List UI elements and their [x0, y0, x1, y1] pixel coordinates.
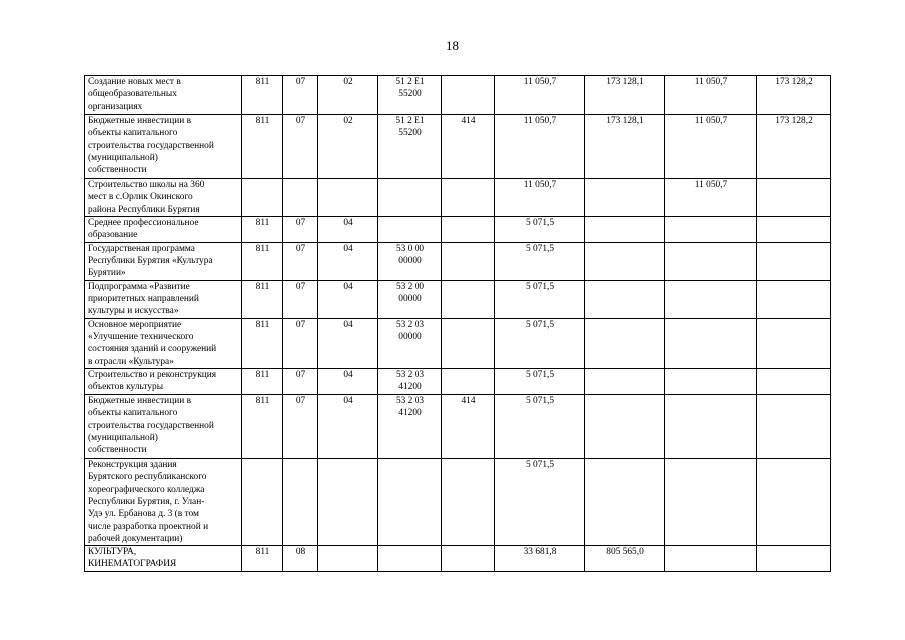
amount-1-cell: 11 050,7	[495, 179, 585, 217]
target-article-cell-line: 53 2 03	[395, 319, 425, 330]
amount-4-cell	[757, 546, 831, 572]
item-name-cell-line: Среднее профессиональное	[88, 217, 199, 228]
amount-2-cell: 173 128,1	[585, 115, 665, 179]
item-name-cell-line: Бурятии»	[88, 268, 126, 279]
item-name-cell-line: Бюджетные инвестиции в	[88, 116, 192, 126]
amount-4-cell	[757, 179, 831, 217]
amount-1-cell: 5 071,5	[495, 242, 585, 280]
amount-4-cell	[757, 280, 831, 318]
ministry-code-cell: 811	[242, 115, 283, 179]
section-code-cell: 08	[283, 546, 318, 572]
subsection-code-cell: 04	[318, 318, 378, 368]
amount-1-cell: 33 681,8	[495, 546, 585, 572]
target-article-cell-line: 51 2 Е1	[395, 77, 425, 87]
table-row	[85, 280, 831, 318]
amount-2-cell	[585, 369, 665, 395]
target-article-cell-line: 53 2 00	[395, 281, 425, 292]
ministry-code-cell: 811	[242, 76, 283, 115]
expense-type-cell: 414	[442, 395, 495, 459]
item-name-cell-line: объекты капитального	[88, 408, 178, 419]
amount-2-cell	[585, 280, 665, 318]
item-name-cell-line: Подпрограмма «Развитие	[88, 281, 190, 292]
amount-2-cell: 805 565,0	[585, 546, 665, 572]
item-name-cell-line: организациях	[88, 101, 143, 112]
section-code-cell: 07	[283, 280, 318, 318]
item-name-cell-line: Удэ ул. Ербанова д. 3 (в том	[88, 509, 199, 520]
ministry-code-cell: 811	[242, 280, 283, 318]
table-body	[85, 76, 831, 572]
amount-1-cell: 11 050,7	[495, 76, 585, 115]
ministry-code-cell: 811	[242, 369, 283, 395]
expense-type-cell	[442, 76, 495, 115]
amount-2-cell	[585, 459, 665, 546]
item-name-cell	[85, 459, 242, 546]
item-name-cell-line: Строительство и реконструкция	[88, 370, 217, 381]
item-name-cell-line: состояния зданий и сооружений	[88, 344, 217, 355]
target-article-cell-line: 55200	[398, 89, 422, 100]
table-row	[85, 115, 831, 179]
item-name-cell	[85, 179, 242, 217]
expense-type-cell	[442, 216, 495, 242]
table-row	[85, 76, 831, 115]
amount-4-cell	[757, 459, 831, 546]
amount-4-cell: 173 128,2	[757, 76, 831, 115]
amount-3-cell	[665, 280, 757, 318]
ministry-code-cell: 811	[242, 546, 283, 572]
amount-3-cell	[665, 216, 757, 242]
amount-1-cell: 11 050,7	[495, 115, 585, 179]
target-article-cell	[378, 395, 442, 459]
item-name-cell-line: Республики Бурятия «Культура	[88, 256, 213, 267]
section-code-cell	[283, 459, 318, 546]
subsection-code-cell	[318, 179, 378, 217]
target-article-cell-line: 55200	[398, 128, 422, 139]
expense-type-cell	[442, 280, 495, 318]
amount-2-cell	[585, 318, 665, 368]
amount-2-cell	[585, 216, 665, 242]
item-name-cell-line: района Республики Бурятия	[88, 204, 200, 215]
ministry-code-cell	[242, 459, 283, 546]
target-article-cell	[378, 242, 442, 280]
section-code-cell: 07	[283, 318, 318, 368]
amount-4-cell: 173 128,2	[757, 115, 831, 179]
table-row	[85, 546, 831, 572]
ministry-code-cell: 811	[242, 395, 283, 459]
item-name-cell-line: Строительство школы на 360	[88, 180, 205, 190]
target-article-cell	[378, 216, 442, 242]
target-article-cell	[378, 280, 442, 318]
target-article-cell-line: 53 2 03	[395, 396, 425, 407]
table-row	[85, 242, 831, 280]
item-name-cell-line: хореографического колледжа	[88, 484, 205, 495]
table-row	[85, 216, 831, 242]
expense-type-cell	[442, 369, 495, 395]
amount-1-cell: 5 071,5	[495, 459, 585, 546]
amount-2-cell	[585, 395, 665, 459]
target-article-cell-line: 00000	[398, 332, 422, 343]
item-name-cell-line: строительства государственной	[88, 140, 214, 151]
subsection-code-cell: 04	[318, 369, 378, 395]
amount-2-cell	[585, 242, 665, 280]
expense-type-cell: 414	[442, 115, 495, 179]
table-row	[85, 459, 831, 546]
amount-2-cell	[585, 179, 665, 217]
item-name-cell-line: культуры и искусства»	[88, 306, 179, 317]
expense-type-cell	[442, 242, 495, 280]
section-code-cell: 07	[283, 216, 318, 242]
amount-3-cell: 11 050,7	[665, 179, 757, 217]
item-name-cell-line: «Улучшение технического	[88, 332, 194, 343]
budget-table	[84, 75, 831, 572]
item-name-cell	[85, 76, 242, 115]
expense-type-cell	[442, 459, 495, 546]
amount-1-cell: 5 071,5	[495, 318, 585, 368]
section-code-cell: 07	[283, 242, 318, 280]
item-name-cell-line: числе разработка проектной и	[88, 521, 209, 532]
target-article-cell	[378, 369, 442, 395]
section-code-cell	[283, 179, 318, 217]
amount-2-cell: 173 128,1	[585, 76, 665, 115]
expense-type-cell	[442, 179, 495, 217]
item-name-cell-line: рабочей документации)	[88, 533, 183, 544]
subsection-code-cell: 02	[318, 76, 378, 115]
amount-3-cell	[665, 395, 757, 459]
section-code-cell: 07	[283, 395, 318, 459]
item-name-cell-line: КИНЕМАТОГРАФИЯ	[88, 559, 177, 570]
amount-4-cell	[757, 242, 831, 280]
subsection-code-cell: 04	[318, 242, 378, 280]
item-name-cell-line: Бурятского республиканского	[88, 472, 207, 483]
page-number: 18	[446, 38, 459, 53]
target-article-cell	[378, 459, 442, 546]
item-name-cell	[85, 280, 242, 318]
table-row	[85, 318, 831, 368]
item-name-cell	[85, 242, 242, 280]
table-row	[85, 395, 831, 459]
expense-type-cell	[442, 318, 495, 368]
item-name-cell-line: Реконструкция здания	[88, 460, 177, 471]
item-name-cell-line: общеобразовательных	[88, 89, 177, 100]
item-name-cell-line: Бюджетные инвестиции в	[88, 396, 192, 407]
item-name-cell-line: мест в с.Орлик Окинского	[88, 192, 193, 203]
item-name-cell-line: собственности	[88, 445, 147, 456]
amount-4-cell	[757, 369, 831, 395]
target-article-cell	[378, 76, 442, 115]
amount-3-cell: 11 050,7	[665, 115, 757, 179]
ministry-code-cell	[242, 179, 283, 217]
table-row	[85, 369, 831, 395]
item-name-cell-line: Республики Бурятия, г. Улан-	[88, 496, 205, 507]
item-name-cell-line: КУЛЬТУРА,	[88, 547, 137, 558]
subsection-code-cell: 04	[318, 216, 378, 242]
target-article-cell-line: 41200	[398, 382, 422, 393]
item-name-cell-line: строительства государственной	[88, 420, 214, 431]
subsection-code-cell: 02	[318, 115, 378, 179]
amount-1-cell: 5 071,5	[495, 369, 585, 395]
target-article-cell-line: 53 0 00	[395, 243, 425, 254]
amount-3-cell	[665, 546, 757, 572]
item-name-cell	[85, 318, 242, 368]
item-name-cell-line: объекты капитального	[88, 128, 178, 139]
target-article-cell	[378, 115, 442, 179]
amount-3-cell	[665, 242, 757, 280]
amount-4-cell	[757, 395, 831, 459]
target-article-cell	[378, 318, 442, 368]
amount-3-cell: 11 050,7	[665, 76, 757, 115]
expense-type-cell	[442, 546, 495, 572]
item-name-cell-line: приоритетных направлений	[88, 294, 199, 305]
item-name-cell-line: Создание новых мест в	[88, 77, 181, 87]
amount-1-cell: 5 071,5	[495, 216, 585, 242]
ministry-code-cell: 811	[242, 216, 283, 242]
amount-1-cell: 5 071,5	[495, 280, 585, 318]
amount-4-cell	[757, 318, 831, 368]
target-article-cell	[378, 546, 442, 572]
target-article-cell-line: 00000	[398, 294, 422, 305]
item-name-cell-line: (муниципальной)	[88, 432, 158, 443]
target-article-cell	[378, 179, 442, 217]
item-name-cell-line: собственности	[88, 165, 147, 176]
subsection-code-cell: 04	[318, 395, 378, 459]
ministry-code-cell: 811	[242, 242, 283, 280]
subsection-code-cell: 04	[318, 280, 378, 318]
item-name-cell	[85, 546, 242, 572]
item-name-cell-line: Государственая программа	[88, 243, 195, 254]
section-code-cell: 07	[283, 115, 318, 179]
target-article-cell-line: 51 2 Е1	[395, 116, 425, 126]
amount-3-cell	[665, 369, 757, 395]
amount-3-cell	[665, 318, 757, 368]
item-name-cell-line: (муниципальной)	[88, 152, 158, 163]
amount-1-cell: 5 071,5	[495, 395, 585, 459]
amount-3-cell	[665, 459, 757, 546]
amount-4-cell	[757, 216, 831, 242]
target-article-cell-line: 00000	[398, 256, 422, 267]
subsection-code-cell	[318, 459, 378, 546]
section-code-cell: 07	[283, 76, 318, 115]
item-name-cell-line: образование	[88, 230, 138, 241]
item-name-cell	[85, 115, 242, 179]
item-name-cell-line: объектов культуры	[88, 382, 164, 393]
item-name-cell	[85, 369, 242, 395]
ministry-code-cell: 811	[242, 318, 283, 368]
target-article-cell-line: 41200	[398, 408, 422, 419]
subsection-code-cell	[318, 546, 378, 572]
item-name-cell-line: Основное мероприятие	[88, 319, 182, 330]
table-row	[85, 179, 831, 217]
item-name-cell	[85, 395, 242, 459]
section-code-cell: 07	[283, 369, 318, 395]
item-name-cell	[85, 216, 242, 242]
item-name-cell-line: в отрасли «Культура»	[88, 356, 174, 367]
target-article-cell-line: 53 2 03	[395, 370, 425, 381]
